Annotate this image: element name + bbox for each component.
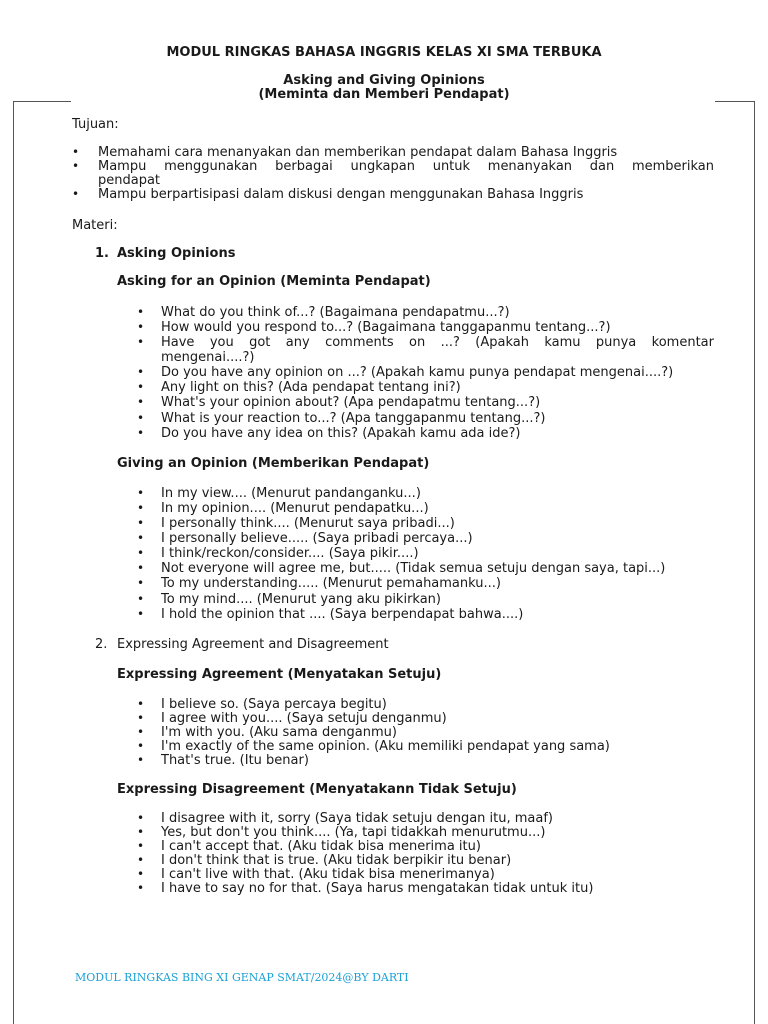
bullet-icon: • [137, 320, 145, 334]
bullet-icon: • [137, 395, 145, 409]
list-item: What's your opinion about? (Apa pendapatmu tentang...?) [161, 395, 541, 410]
list-item: I believe so. (Saya percaya begitu) [161, 697, 387, 712]
bullet-icon: • [72, 145, 80, 159]
bullet-icon: • [137, 576, 145, 590]
list-item: Mampu berpartisipasi dalam diskusi dengan menggunakan Bahasa Inggris [98, 187, 584, 202]
list-item: I think/reckon/consider.... (Saya pikir....) [161, 546, 419, 561]
list-item: Any light on this? (Ada pendapat tentang ini?) [161, 380, 461, 395]
subsection-heading: Expressing Disagreement (Menyatakann Tidak Setuju) [117, 782, 517, 797]
bullet-icon: • [137, 881, 145, 895]
bullet-icon: • [137, 531, 145, 545]
bullet-icon: • [137, 380, 145, 394]
list-item: What do you think of...? (Bagaimana pendapatmu...?) [161, 305, 510, 320]
list-item: Do you have any opinion on ...? (Apakah kamu punya pendapat mengenai....?) [161, 365, 674, 380]
page-border-left [13, 101, 14, 1024]
list-item: To my mind.... (Menurut yang aku pikirkan) [161, 592, 441, 607]
subsection-heading: Asking for an Opinion (Meminta Pendapat) [117, 274, 431, 289]
list-item: In my opinion.... (Menurut pendapatku...) [161, 501, 429, 516]
bullet-icon: • [137, 853, 145, 867]
page-border-right [754, 101, 755, 1024]
bullet-icon: • [137, 516, 145, 530]
section-title: Asking Opinions [117, 246, 236, 261]
bullet-icon: • [137, 501, 145, 515]
list-item: What is your reaction to...? (Apa tanggapanmu tentang...?) [161, 411, 546, 426]
list-item: I disagree with it, sorry (Saya tidak setuju dengan itu, maaf) [161, 811, 554, 826]
section-title: Expressing Agreement and Disagreement [117, 637, 389, 652]
bullet-icon: • [137, 365, 145, 379]
list-item: Have you got any comments on ...? (Apakah kamu punya komentar [161, 335, 714, 350]
list-item-continuation: pendapat [98, 173, 161, 188]
list-item: I'm with you. (Aku sama denganmu) [161, 725, 397, 740]
bullet-icon: • [137, 825, 145, 839]
subsection-heading: Giving an Opinion (Memberikan Pendapat) [117, 456, 430, 471]
bullet-icon: • [137, 592, 145, 606]
list-item: I can't accept that. (Aku tidak bisa menerima itu) [161, 839, 481, 854]
subsection-heading: Expressing Agreement (Menyatakan Setuju) [117, 667, 442, 682]
list-item: Yes, but don't you think.... (Ya, tapi tidakkah menurutmu...) [161, 825, 546, 840]
list-item: How would you respond to...? (Bagaimana tanggapanmu tentang...?) [161, 320, 611, 335]
bullet-icon: • [137, 697, 145, 711]
section-number: 1. [95, 246, 109, 261]
list-item-continuation: mengenai....?) [161, 350, 255, 365]
list-item: Do you have any idea on this? (Apakah kamu ada ide?) [161, 426, 521, 441]
bullet-icon: • [137, 426, 145, 440]
bullet-icon: • [72, 159, 80, 173]
bullet-icon: • [137, 725, 145, 739]
list-item: I'm exactly of the same opinion. (Aku memiliki pendapat yang sama) [161, 739, 610, 754]
list-item: In my view.... (Menurut pandanganku...) [161, 486, 421, 501]
list-item: To my understanding..... (Menurut pemahamanku...) [161, 576, 501, 591]
document-title: MODUL RINGKAS BAHASA INGGRIS KELAS XI SMA TERBUKA [166, 45, 602, 60]
list-item: That's true. (Itu benar) [161, 753, 309, 768]
bullet-icon: • [137, 739, 145, 753]
bullet-icon: • [137, 561, 145, 575]
bullet-icon: • [137, 711, 145, 725]
bullet-icon: • [137, 607, 145, 621]
bullet-icon: • [137, 546, 145, 560]
tujuan-label: Tujuan: [72, 117, 119, 132]
list-item: Memahami cara menanyakan dan memberikan pendapat dalam Bahasa Inggris [98, 145, 618, 160]
bullet-icon: • [137, 486, 145, 500]
topic-title: Asking and Giving Opinions [283, 73, 485, 88]
bullet-icon: • [137, 867, 145, 881]
bullet-icon: • [137, 839, 145, 853]
bullet-icon: • [72, 187, 80, 201]
list-item: I have to say no for that. (Saya harus mengatakan tidak untuk itu) [161, 881, 594, 896]
section-number: 2. [95, 637, 108, 652]
list-item: I personally believe..... (Saya pribadi percaya...) [161, 531, 473, 546]
list-item: Mampu menggunakan berbagai ungkapan untuk menanyakan dan memberikan [98, 159, 714, 174]
bullet-icon: • [137, 335, 145, 349]
topic-title-translation: (Meminta dan Memberi Pendapat) [258, 87, 510, 102]
list-item: I agree with you.... (Saya setuju denganmu) [161, 711, 447, 726]
bullet-icon: • [137, 411, 145, 425]
bullet-icon: • [137, 811, 145, 825]
materi-label: Materi: [72, 218, 118, 233]
list-item: I hold the opinion that .... (Saya berpendapat bahwa....) [161, 607, 524, 622]
page-footer: MODUL RINGKAS BING XI GENAP SMAT/2024@BY DARTI [75, 971, 409, 984]
bullet-icon: • [137, 305, 145, 319]
list-item: I personally think.... (Menurut saya pribadi...) [161, 516, 455, 531]
list-item: I can't live with that. (Aku tidak bisa menerimanya) [161, 867, 495, 882]
list-item: I don't think that is true. (Aku tidak berpikir itu benar) [161, 853, 512, 868]
bullet-icon: • [137, 753, 145, 767]
list-item: Not everyone will agree me, but..... (Tidak semua setuju dengan saya, tapi...) [161, 561, 666, 576]
